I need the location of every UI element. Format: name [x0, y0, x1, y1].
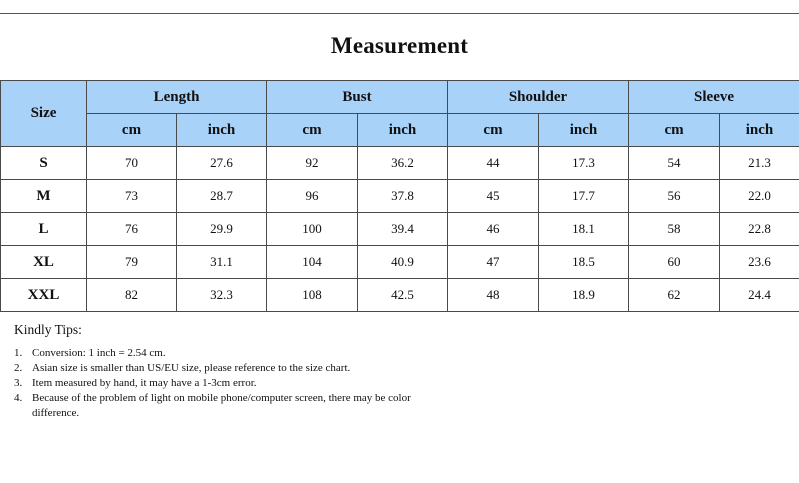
tip-text: Item measured by hand, it may have a 1-3cm error.: [32, 377, 257, 389]
table-cell: 92: [267, 147, 358, 180]
unit-header-inch: inch: [539, 114, 629, 147]
table-cell: 62: [629, 279, 720, 312]
group-header-sleeve: Sleeve: [629, 81, 799, 114]
tip-number: 3.: [14, 377, 23, 389]
table-cell: 23.6: [720, 246, 799, 279]
table-cell: 32.3: [177, 279, 267, 312]
table-cell: 18.1: [539, 213, 629, 246]
table-cell: 17.7: [539, 180, 629, 213]
table-cell: 18.9: [539, 279, 629, 312]
table-cell: 36.2: [358, 147, 448, 180]
table-cell: 47: [448, 246, 539, 279]
tip-text: Asian size is smaller than US/EU size, please reference to the size chart.: [32, 362, 351, 374]
table-cell: 21.3: [720, 147, 799, 180]
table-row: [1, 180, 799, 213]
table-cell: 17.3: [539, 147, 629, 180]
table-cell: 54: [629, 147, 720, 180]
list-item: [14, 376, 444, 391]
unit-header-inch: inch: [720, 114, 799, 147]
table-cell: 76: [87, 213, 177, 246]
unit-header-cm: cm: [448, 114, 539, 147]
table-row: [1, 279, 799, 312]
table-row: [1, 246, 799, 279]
unit-header-cm: cm: [267, 114, 358, 147]
size-chart-table: [0, 80, 799, 312]
table-cell: 27.6: [177, 147, 267, 180]
size-label: XL: [1, 246, 87, 279]
table-cell: 37.8: [358, 180, 448, 213]
unit-header-inch: inch: [358, 114, 448, 147]
tip-text: Conversion: 1 inch = 2.54 cm.: [32, 347, 166, 359]
table-cell: 31.1: [177, 246, 267, 279]
tip-number: 1.: [14, 347, 23, 359]
table-cell: 22.8: [720, 213, 799, 246]
size-label: L: [1, 213, 87, 246]
table-row: [1, 147, 799, 180]
table-cell: 42.5: [358, 279, 448, 312]
table-cell: 96: [267, 180, 358, 213]
list-item: [14, 346, 444, 361]
table-cell: 18.5: [539, 246, 629, 279]
tips-heading: Kindly Tips:: [14, 322, 82, 337]
table-cell: 46: [448, 213, 539, 246]
size-label: M: [1, 180, 87, 213]
tip-number: 4.: [14, 392, 23, 404]
table-cell: 28.7: [177, 180, 267, 213]
list-item: [14, 391, 444, 421]
group-header-bust: Bust: [267, 81, 448, 114]
table-cell: 45: [448, 180, 539, 213]
table-cell: 56: [629, 180, 720, 213]
table-cell: 29.9: [177, 213, 267, 246]
group-header-shoulder: Shoulder: [448, 81, 629, 114]
page-title: Measurement: [330, 33, 469, 58]
unit-header-row: [1, 114, 799, 147]
size-column-header: Size: [1, 81, 87, 147]
table-cell: 70: [87, 147, 177, 180]
table-cell: 44: [448, 147, 539, 180]
size-label: S: [1, 147, 87, 180]
tips-list: [14, 346, 444, 421]
table-cell: 24.4: [720, 279, 799, 312]
tip-text: Because of the problem of light on mobile phone/computer screen, there may be color difference.: [32, 392, 411, 419]
table-cell: 39.4: [358, 213, 448, 246]
list-item: [14, 361, 444, 376]
table-cell: 108: [267, 279, 358, 312]
table-cell: 79: [87, 246, 177, 279]
table-row: [1, 213, 799, 246]
unit-header-cm: cm: [87, 114, 177, 147]
group-header-length: Length: [87, 81, 267, 114]
table-cell: 104: [267, 246, 358, 279]
top-divider: [0, 13, 799, 14]
table-cell: 100: [267, 213, 358, 246]
table-cell: 60: [629, 246, 720, 279]
table-cell: 73: [87, 180, 177, 213]
table-cell: 82: [87, 279, 177, 312]
unit-header-cm: cm: [629, 114, 720, 147]
table-cell: 40.9: [358, 246, 448, 279]
tip-number: 2.: [14, 362, 23, 374]
table-cell: 22.0: [720, 180, 799, 213]
table-cell: 58: [629, 213, 720, 246]
unit-header-inch: inch: [177, 114, 267, 147]
table-cell: 48: [448, 279, 539, 312]
group-header-row: [1, 81, 799, 114]
size-label: XXL: [1, 279, 87, 312]
